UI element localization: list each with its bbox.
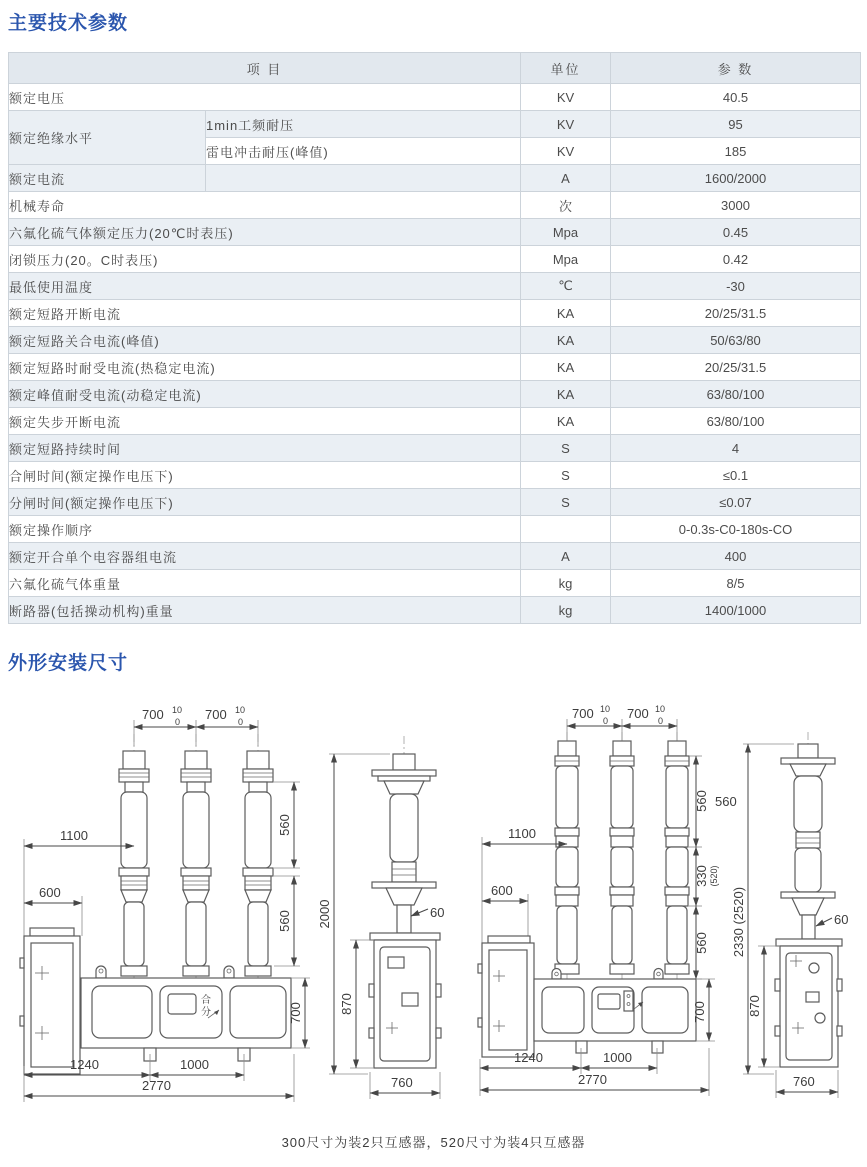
cell-unit: KV bbox=[521, 111, 611, 138]
switch-open-label: 分 bbox=[201, 1007, 211, 1018]
cell-item: 额定电压 bbox=[9, 84, 521, 111]
cell-value: ≤0.07 bbox=[611, 489, 861, 516]
table-row bbox=[9, 273, 861, 300]
dim-label-700-box: 700 bbox=[692, 1001, 707, 1023]
breaker-pole-side bbox=[372, 754, 436, 933]
cell-item: 六氟化硫气体重量 bbox=[9, 570, 521, 597]
dim-label-560-alt: 560 bbox=[715, 794, 737, 809]
dim-label-330: 330 bbox=[694, 865, 709, 887]
cell-unit: KA bbox=[521, 381, 611, 408]
base-frame bbox=[534, 969, 696, 1054]
cell-value: 0.45 bbox=[611, 219, 861, 246]
dim-label-600: 600 bbox=[39, 885, 61, 900]
header-value: 参 数 bbox=[611, 53, 861, 84]
cell-value: ≤0.1 bbox=[611, 462, 861, 489]
dim-label-1000: 1000 bbox=[603, 1050, 632, 1065]
cell-subitem-empty bbox=[206, 165, 521, 192]
cell-subitem: 雷电冲击耐压(峰值) bbox=[206, 138, 521, 165]
cell-item: 闭锁压力(20。C时表压) bbox=[9, 246, 521, 273]
dim-label-760: 760 bbox=[391, 1075, 413, 1090]
cell-unit: KA bbox=[521, 354, 611, 381]
cell-item: 额定短路开断电流 bbox=[9, 300, 521, 327]
dim-label-700-a: 700 bbox=[142, 707, 164, 722]
cell-item: 额定电流 bbox=[9, 165, 206, 192]
dim-label-560-bot: 560 bbox=[694, 932, 709, 954]
dim-label-700-b: 700 bbox=[627, 706, 649, 721]
cell-item: 额定操作顺序 bbox=[9, 516, 521, 543]
breaker-pole-tall bbox=[555, 741, 689, 974]
cell-item: 额定短路时耐受电流(热稳定电流) bbox=[9, 354, 521, 381]
dim-label-1000: 1000 bbox=[180, 1057, 209, 1072]
header-unit: 单位 bbox=[521, 53, 611, 84]
cell-item: 断路器(包括操动机构)重量 bbox=[9, 597, 521, 624]
outline-drawings bbox=[8, 696, 859, 1114]
drawing-note-caption: 300尺寸为装2只互感器，520尺寸为装4只互感器 bbox=[281, 1135, 586, 1150]
dim-label-560-lower: 560 bbox=[277, 910, 292, 932]
cell-unit: KV bbox=[521, 84, 611, 111]
svg-text:100: 10 0 bbox=[655, 704, 666, 726]
dim-label-60: 60 bbox=[834, 912, 849, 927]
table-row bbox=[9, 435, 861, 462]
dim-label-1240: 1240 bbox=[70, 1057, 99, 1072]
dim-label-1100: 1100 bbox=[508, 826, 536, 841]
svg-text:100: 10 0 bbox=[172, 705, 183, 727]
cell-unit: KV bbox=[521, 138, 611, 165]
table-row bbox=[9, 84, 861, 111]
header-item: 项 目 bbox=[9, 53, 521, 84]
svg-text:100: 10 0 bbox=[600, 704, 611, 726]
switch-close-label: 合 bbox=[201, 995, 211, 1006]
breaker-pole bbox=[119, 751, 273, 976]
dim-label-560-upper: 560 bbox=[277, 814, 292, 836]
dim-label-1100: 1100 bbox=[60, 828, 88, 843]
mechanism-box-side bbox=[775, 939, 842, 1067]
dim-label-700-box: 700 bbox=[288, 1002, 303, 1024]
cell-value: 0.42 bbox=[611, 246, 861, 273]
dim-label-760: 760 bbox=[793, 1074, 815, 1089]
table-row bbox=[9, 327, 861, 354]
svg-text:100: 10 0 bbox=[235, 705, 246, 727]
cell-unit bbox=[521, 516, 611, 543]
drawing-side-view-left bbox=[317, 696, 472, 1114]
cell-unit: Mpa bbox=[521, 246, 611, 273]
cell-unit: kg bbox=[521, 570, 611, 597]
control-cabinet bbox=[478, 936, 534, 1057]
cell-unit: S bbox=[521, 462, 611, 489]
parameters-table bbox=[8, 52, 861, 624]
cell-value: 63/80/100 bbox=[611, 408, 861, 435]
dim-label-2330-2520: 2330 (2520) bbox=[731, 886, 746, 958]
drawing-side-view-right bbox=[724, 696, 859, 1114]
cell-unit: KA bbox=[521, 300, 611, 327]
cell-value: 20/25/31.5 bbox=[611, 300, 861, 327]
cell-item: 额定失步开断电流 bbox=[9, 408, 521, 435]
table-row bbox=[9, 300, 861, 327]
cell-value: 8/5 bbox=[611, 570, 861, 597]
table-row bbox=[9, 354, 861, 381]
panel-window bbox=[598, 994, 620, 1009]
cell-value: -30 bbox=[611, 273, 861, 300]
breaker-pole-side-tall bbox=[781, 744, 835, 939]
dim-label-520: (520) bbox=[709, 865, 719, 887]
cell-value: 63/80/100 bbox=[611, 381, 861, 408]
cell-unit: A bbox=[521, 543, 611, 570]
cell-value: 4 bbox=[611, 435, 861, 462]
dim-label-2770: 2770 bbox=[142, 1078, 171, 1093]
cell-item: 合闸时间(额定操作电压下) bbox=[9, 462, 521, 489]
dim-label-870: 870 bbox=[747, 995, 762, 1017]
cell-unit: A bbox=[521, 165, 611, 192]
cell-item: 额定短路关合电流(峰值) bbox=[9, 327, 521, 354]
cell-unit: KA bbox=[521, 408, 611, 435]
cell-value: 0-0.3s-C0-180s-CO bbox=[611, 516, 861, 543]
cell-value: 95 bbox=[611, 111, 861, 138]
table-row bbox=[9, 543, 861, 570]
section-title-outline-dimensions: 外形安装尺寸 bbox=[8, 653, 129, 674]
cell-value: 1400/1000 bbox=[611, 597, 861, 624]
cell-unit: 次 bbox=[521, 192, 611, 219]
dim-label-600: 600 bbox=[491, 883, 513, 898]
dim-label-1240: 1240 bbox=[514, 1050, 543, 1065]
cell-unit: S bbox=[521, 489, 611, 516]
cell-item: 分闸时间(额定操作电压下) bbox=[9, 489, 521, 516]
cell-item: 额定峰值耐受电流(动稳定电流) bbox=[9, 381, 521, 408]
table-row bbox=[9, 381, 861, 408]
cell-value: 20/25/31.5 bbox=[611, 354, 861, 381]
cell-item: 额定短路持续时间 bbox=[9, 435, 521, 462]
cell-subitem: 1min工频耐压 bbox=[206, 111, 521, 138]
cell-group: 额定绝缘水平 bbox=[9, 111, 206, 165]
dim-label-700-b: 700 bbox=[205, 707, 227, 722]
base-frame bbox=[81, 966, 291, 1061]
cell-item: 最低使用温度 bbox=[9, 273, 521, 300]
cell-value: 400 bbox=[611, 543, 861, 570]
dim-label-2000: 2000 bbox=[317, 899, 332, 929]
panel-window bbox=[168, 994, 196, 1014]
section-title-technical-parameters: 主要技术参数 bbox=[8, 13, 129, 34]
cell-unit: S bbox=[521, 435, 611, 462]
table-row bbox=[9, 516, 861, 543]
cell-unit: Mpa bbox=[521, 219, 611, 246]
cell-value: 185 bbox=[611, 138, 861, 165]
cell-unit: ℃ bbox=[521, 273, 611, 300]
cell-item: 额定开合单个电容器组电流 bbox=[9, 543, 521, 570]
cell-unit: KA bbox=[521, 327, 611, 354]
cell-value: 50/63/80 bbox=[611, 327, 861, 354]
table-row bbox=[9, 219, 861, 246]
table-row bbox=[9, 597, 861, 624]
table-row bbox=[9, 111, 861, 138]
table-row bbox=[9, 489, 861, 516]
cell-value: 3000 bbox=[611, 192, 861, 219]
table-row bbox=[9, 570, 861, 597]
cell-value: 1600/2000 bbox=[611, 165, 861, 192]
mechanism-box-side bbox=[369, 933, 441, 1068]
dim-label-870: 870 bbox=[339, 993, 354, 1015]
table-row bbox=[9, 462, 861, 489]
control-cabinet bbox=[20, 928, 80, 1074]
cell-item: 机械寿命 bbox=[9, 192, 521, 219]
cell-value: 40.5 bbox=[611, 84, 861, 111]
table-row bbox=[9, 246, 861, 273]
cell-item: 六氟化硫气体额定压力(20℃时表压) bbox=[9, 219, 521, 246]
table-row bbox=[9, 165, 861, 192]
table-row bbox=[9, 408, 861, 435]
drawing-front-view-right bbox=[472, 696, 737, 1114]
dim-label-700-a: 700 bbox=[572, 706, 594, 721]
table-header-row bbox=[9, 53, 861, 84]
drawing-front-view-left bbox=[8, 696, 320, 1114]
dim-label-2770: 2770 bbox=[578, 1072, 607, 1087]
table-row bbox=[9, 192, 861, 219]
dim-label-60: 60 bbox=[430, 905, 445, 920]
cell-unit: kg bbox=[521, 597, 611, 624]
dim-label-560-top: 560 bbox=[694, 790, 709, 812]
